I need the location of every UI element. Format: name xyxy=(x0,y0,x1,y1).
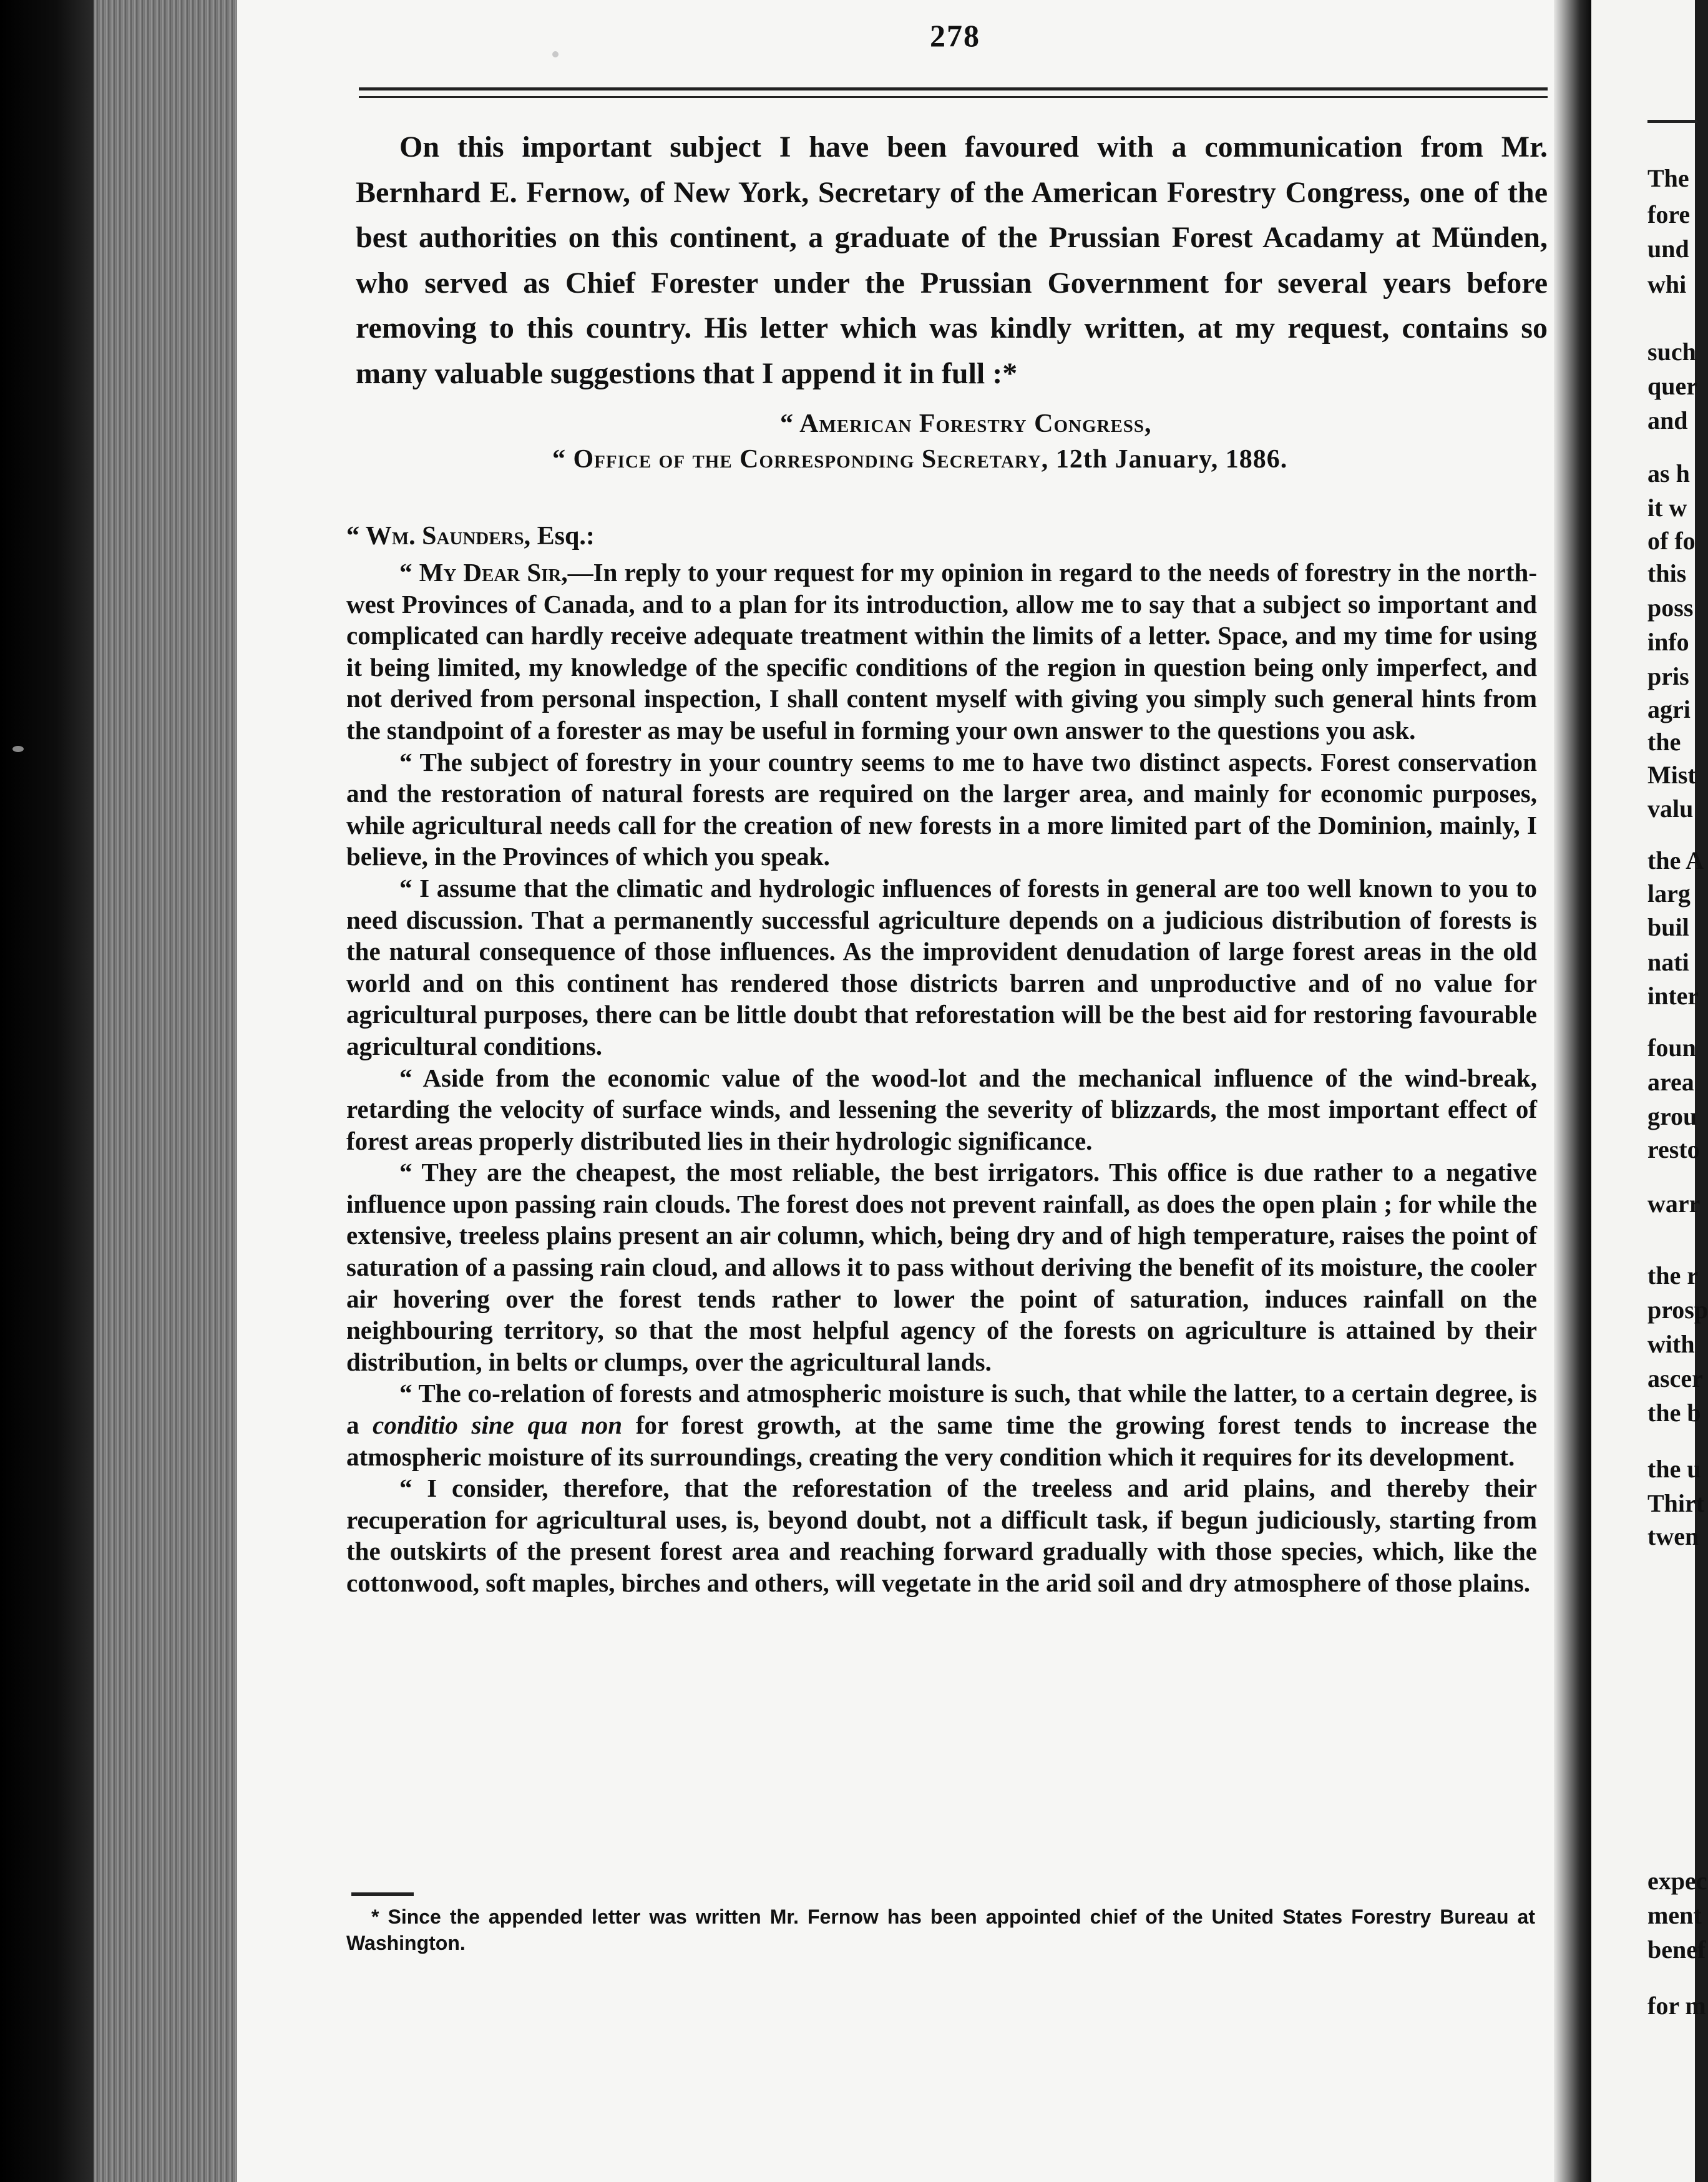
intro-text: On this important subject I have been favoured with a communication from Mr. Bernhard E. Fernow, of New York, Secretary of the American Forestry Congress, one of the best authorities on this continent, a graduate of the Prussian Forest Acadamy at Münden, who served as Chief Forester under the Prussian Government for several years before removing to this country. His letter which was kindly written, at my request, contains so many valuable suggestions that I append it in full :* xyxy=(356,130,1548,390)
intro-paragraph xyxy=(356,125,1548,396)
adjacent-page-fragment: valu xyxy=(1647,795,1694,823)
letter-header-office xyxy=(552,444,1287,474)
adjacent-page-fragment: fore xyxy=(1647,200,1691,228)
letter-paragraph-5: “ They are the cheapest, the most reliable, the best irrigators. This office is due rather to a negative influence upon passing rain clouds. The forest does not prevent rainfall, as does the open plain ; for while the extensive, treeless plains present an air column, which, being dry and of high temperature, raises the point of saturation of a passing rain cloud, and allows it to pass without deriving the benefit of its moisture, the cooler air hovering over the forest tends rather to lower the point of saturation, induces rainfall on the neighbouring territory, so that the most helpful agency of the forests on agriculture is attained by their distribution, in belts or clumps, over the agricultural lands. xyxy=(346,1158,1537,1376)
footnote-text: * Since the appended letter was written Mr. Fernow has been appointed chief of the United States Forestry Bureau at Washington. xyxy=(346,1906,1535,1954)
letter-org: “ American Forestry Congress, xyxy=(780,409,1152,438)
adjacent-page-fragment: as h xyxy=(1647,459,1690,487)
adjacent-page-fragment: pris xyxy=(1647,662,1689,690)
adjacent-page-fragment: with xyxy=(1647,1330,1695,1358)
adjacent-page-fragment: twen xyxy=(1647,1522,1699,1550)
adjacent-page-fragment: grou xyxy=(1647,1102,1697,1130)
letter-office: “ Office of the Corresponding Secretary, xyxy=(552,445,1049,474)
adjacent-page-fragment: for m xyxy=(1647,1992,1706,2020)
adjacent-page-fragment: the r xyxy=(1647,1261,1699,1289)
adjacent-page-fragment: this xyxy=(1647,559,1687,587)
adjacent-page-fragment: larg xyxy=(1647,879,1691,908)
adjacent-page-fragment: of fo xyxy=(1647,527,1696,555)
latin-phrase: conditio sine qua non xyxy=(373,1411,623,1440)
letter-paragraph-2: “ The subject of forestry in your country seems to me to have two distinct aspects. Forest conservation and the restoration of natural forests are required on the larger area, and mainly for economic purposes, while agricultural needs call for the creation of new forests in a more limited part of the Dominion, mainly, I believe, in the Provinces of which you speak. xyxy=(346,747,1537,871)
adjacent-page-rule xyxy=(1647,120,1697,123)
scan-border xyxy=(0,0,94,2182)
header-rule-bottom xyxy=(359,96,1548,98)
adjacent-page-fragment: the A xyxy=(1647,846,1704,874)
adjacent-page-fragment: agri xyxy=(1647,695,1691,723)
page-gutter xyxy=(1554,0,1591,2182)
adjacent-page-fragment: The xyxy=(1647,164,1689,192)
adjacent-page xyxy=(1591,0,1708,2182)
adjacent-page-fragment: inter xyxy=(1647,982,1699,1010)
letter-paragraph-4: “ Aside from the economic value of the wood-lot and the mechanical influence of the wind-break, retarding the velocity of surface winds, and lessening the severity of blizzards, the most important effect of forest areas properly distributed lies in their hydrologic significance. xyxy=(346,1063,1537,1155)
adjacent-page-fragment: info xyxy=(1647,628,1689,656)
letter-header-org xyxy=(780,409,1152,439)
page-number: 278 xyxy=(930,18,980,53)
letter-body xyxy=(346,557,1537,1599)
adjacent-page-fragment: foun xyxy=(1647,1034,1696,1062)
adjacent-page-fragment: Mist xyxy=(1647,761,1696,789)
adjacent-page-fragment: area xyxy=(1647,1068,1694,1096)
adjacent-page-fragment: such xyxy=(1647,338,1696,366)
adjacent-page-fragment: Thirt xyxy=(1647,1489,1705,1517)
header-rule-top xyxy=(359,87,1548,91)
salutation-name: “ Wm. Saunders, xyxy=(346,522,531,550)
adjacent-page-fragment: warr xyxy=(1647,1190,1701,1218)
salutation xyxy=(346,521,595,551)
adjacent-page-fragment: buil xyxy=(1647,913,1689,941)
footnote-rule xyxy=(351,1892,414,1896)
adjacent-page-fragment: the b xyxy=(1647,1399,1701,1427)
adjacent-page-fragment: poss xyxy=(1647,594,1694,622)
adjacent-page-fragment: benef xyxy=(1647,1935,1706,1964)
letter-paragraph-3: “ I assume that the climatic and hydrologic influences of forests in general are too well known to you to need discussion. That a permanently successful agriculture depends on a judicious distribution of forests is the natural consequence of those influences. As the improvident denudation of large forest areas in the old world and on this continent has rendered those districts barren and unproductive and of no value for agricultural purposes, there can be little doubt that reforestation will be the best aid for restoring favourable agricultural conditions. xyxy=(346,873,1537,1060)
paper-speck xyxy=(552,51,559,57)
book-page-edges xyxy=(94,0,237,2182)
letter-date: 12th January, 1886. xyxy=(1055,445,1288,474)
adjacent-page-fragment: resto xyxy=(1647,1135,1700,1163)
letter-paragraph-6 xyxy=(346,1377,1537,1472)
adjacent-page-fragment: it w xyxy=(1647,494,1687,522)
letter-paragraph-1-text: —In reply to your request for my opinion in regard to the needs of forestry in the north-west Provinces of Canada, and to a plan for its introduction, allow me to say that a subject so important and complicated can hardly receive adequate treatment within the limits of a letter. Space, and my time for using it being limited, my knowledge of the specific conditions of the region in question being only imperfect, and not derived from personal inspection, I shall content myself with giving you simply such general hints from the standpoint of a forester as may be useful in forming your own answer to the questions you ask. xyxy=(346,558,1538,745)
salutation-suffix: Esq.: xyxy=(537,522,595,550)
adjacent-page-fragment: the u xyxy=(1647,1455,1701,1483)
adjacent-page-fragment: the xyxy=(1647,728,1681,756)
adjacent-page-fragment: ascer xyxy=(1647,1364,1703,1392)
adjacent-page-fragment: ment xyxy=(1647,1901,1702,1929)
letter-paragraph-6-start: “ The co-relation of forests and atmospheric moisture is such, that while the latter, to a certain degree, is a xyxy=(346,1379,1537,1440)
footnote xyxy=(346,1904,1535,1956)
adjacent-page-fragment: expec xyxy=(1647,1867,1707,1895)
paper-speck xyxy=(12,746,24,752)
adjacent-page-fragment: prosp xyxy=(1647,1296,1708,1324)
adjacent-page-fragment: whi xyxy=(1647,270,1687,298)
letter-paragraph-7: “ I consider, therefore, that the reforestation of the treeless and arid plains, and thereby their recuperation for agricultural uses, is, beyond doubt, not a difficult task, if begun judiciously, starting from the outskirts of the present forest area and reaching forward gradually with those species, which, like the cottonwood, soft maples, birches and others, will vegetate in the arid soil and dry atmosphere of those plains. xyxy=(346,1474,1537,1597)
letter-paragraph-6-end: for forest growth, at the same time the growing forest tends to increase the atmospheric moisture of its surroundings, creating the very condition which it requires for its development. xyxy=(346,1411,1538,1471)
adjacent-page-fragment: nati xyxy=(1647,948,1689,976)
adjacent-page-fragment: and xyxy=(1647,406,1688,434)
opening-address: “ My Dear Sir, xyxy=(399,558,568,587)
adjacent-page-fragment: quer xyxy=(1647,372,1697,400)
adjacent-page-fragment: und xyxy=(1647,235,1689,263)
letter-paragraph-1 xyxy=(346,557,1537,746)
